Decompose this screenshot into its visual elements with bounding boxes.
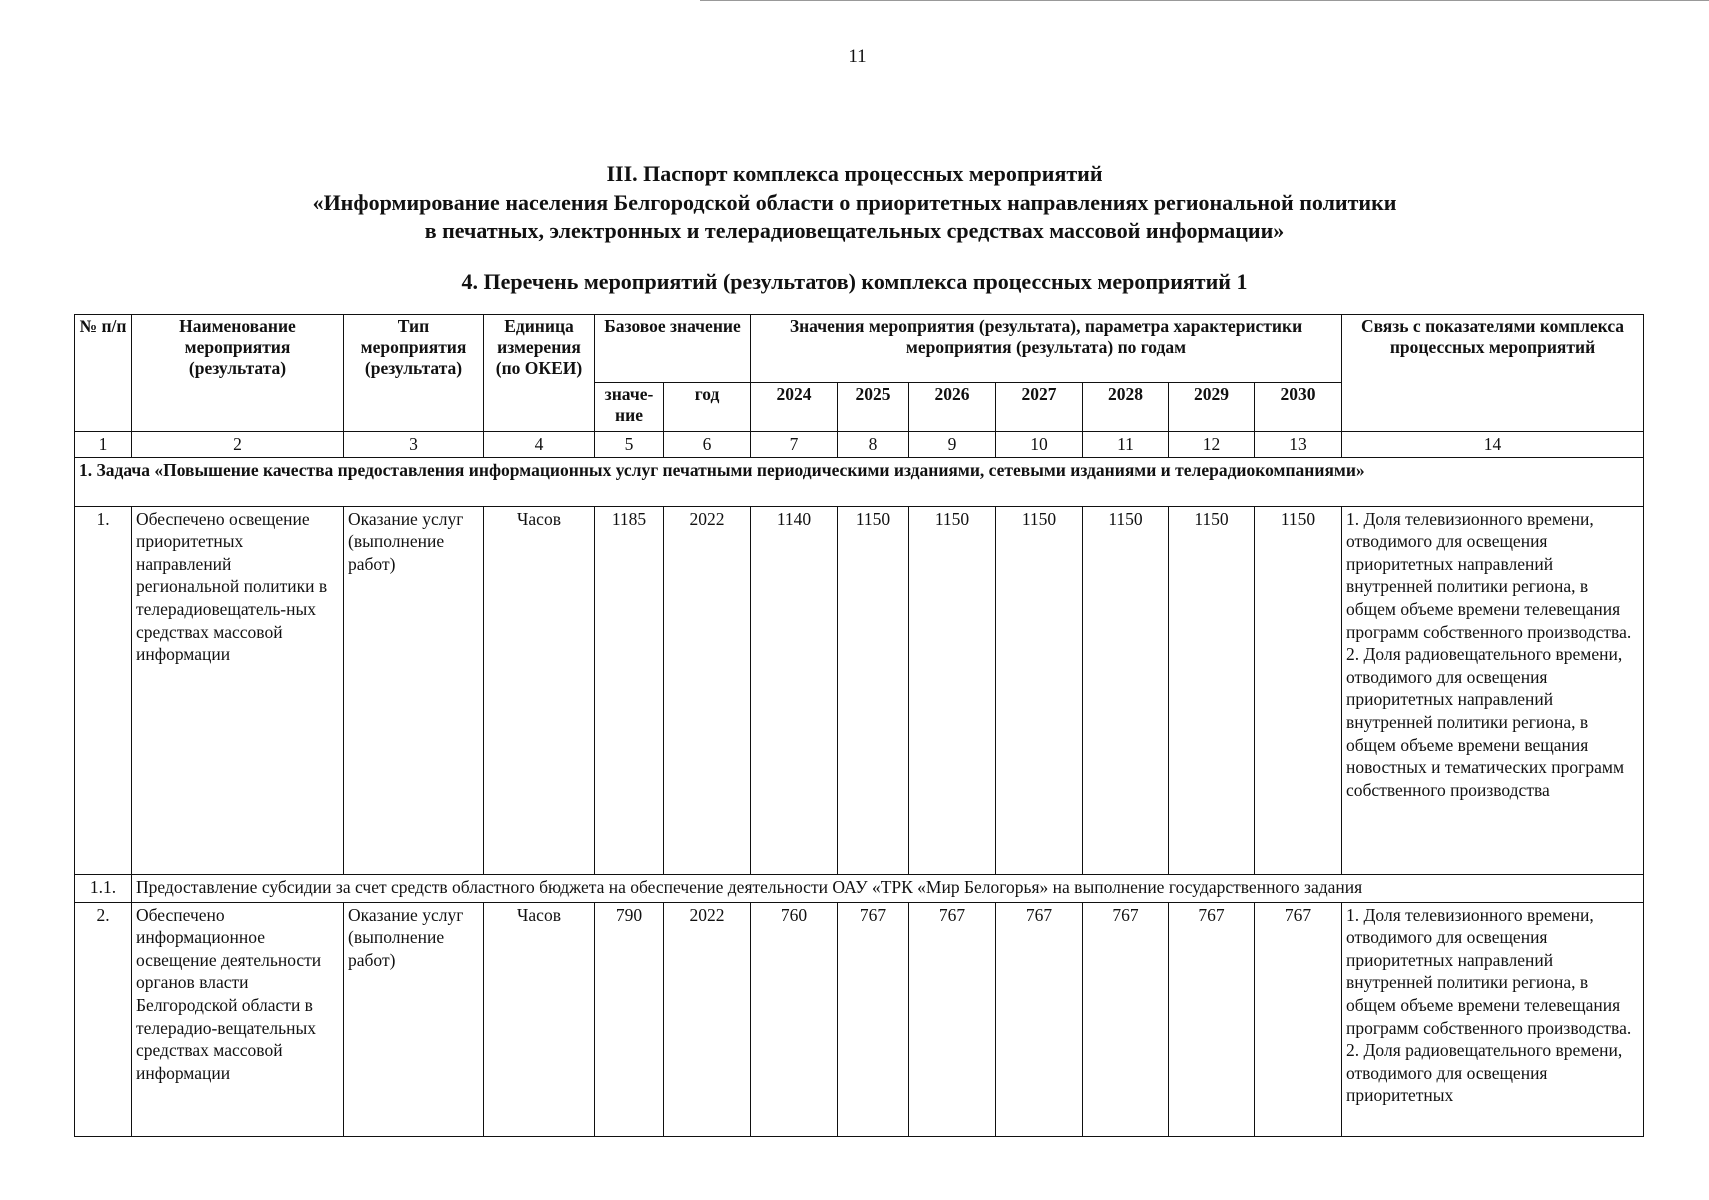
title-line: III. Паспорт комплекса процессных мероприятий [606, 161, 1103, 186]
page-number: 11 [848, 46, 867, 67]
cell-year-value: 767 [1083, 902, 1169, 1136]
top-rule [700, 0, 1709, 1]
cell-year-value: 767 [909, 902, 996, 1136]
header-year: 2025 [838, 383, 909, 432]
cell-year-value: 1150 [909, 506, 996, 874]
header-year: 2028 [1083, 383, 1169, 432]
header-base: Базовое значение [595, 315, 751, 383]
cell-year-value: 760 [751, 902, 838, 1136]
cell-unit: Часов [484, 506, 595, 874]
cell-base-year: 2022 [664, 902, 751, 1136]
column-number: 11 [1083, 432, 1169, 458]
cell-year-value: 1150 [996, 506, 1083, 874]
cell-type: Оказание услуг (выполнение работ) [344, 902, 484, 1136]
header-name: Наименование мероприятия (результата) [132, 315, 344, 432]
header-base-value: значе-ние [595, 383, 664, 432]
column-number: 1 [75, 432, 132, 458]
column-number: 9 [909, 432, 996, 458]
column-number: 12 [1169, 432, 1255, 458]
header-link: Связь с показателями комплекса процессных мероприятий [1342, 315, 1644, 432]
column-number: 14 [1342, 432, 1644, 458]
cell-unit: Часов [484, 902, 595, 1136]
column-number: 13 [1255, 432, 1342, 458]
column-number: 6 [664, 432, 751, 458]
cell-type: Оказание услуг (выполнение работ) [344, 506, 484, 874]
cell-name: Обеспечено информационное освещение деятельности органов власти Белгородской области в телерадио-вещательных средствах массовой информации [132, 902, 344, 1136]
header-year: 2024 [751, 383, 838, 432]
header-values: Значения мероприятия (результата), параметра характеристики мероприятия (результата) по годам [751, 315, 1342, 383]
cell-year-value: 1150 [838, 506, 909, 874]
cell-base-value: 790 [595, 902, 664, 1136]
cell-year-value: 767 [838, 902, 909, 1136]
subtask-num: 1.1. [75, 874, 132, 902]
cell-base-value: 1185 [595, 506, 664, 874]
title-line: «Информирование населения Белгородской области о приоритетных направлениях региональной политики [312, 189, 1397, 215]
cell-year-value: 1150 [1169, 506, 1255, 874]
measures-table [74, 314, 1644, 1137]
cell-year-value: 1150 [1255, 506, 1342, 874]
header-year: 2029 [1169, 383, 1255, 432]
column-number: 2 [132, 432, 344, 458]
column-number: 4 [484, 432, 595, 458]
header-year: 2026 [909, 383, 996, 432]
cell-year-value: 1150 [1083, 506, 1169, 874]
task-row: 1. Задача «Повышение качества предоставления информационных услуг печатными периодическими изданиями, сетевыми изданиями и телерадиокомпаниями» [75, 457, 1644, 506]
title-line: в печатных, электронных и телерадиовещательных средствах массовой информации» [424, 218, 1285, 243]
cell-name: Обеспечено освещение приоритетных направлений региональной политики в телерадиовещатель-ных средствах массовой информации [132, 506, 344, 874]
header-unit: Единица измерения (по ОКЕИ) [484, 315, 595, 432]
column-number: 10 [996, 432, 1083, 458]
header-year: 2030 [1255, 383, 1342, 432]
column-number: 7 [751, 432, 838, 458]
cell-year-value: 767 [996, 902, 1083, 1136]
column-number: 8 [838, 432, 909, 458]
cell-base-year: 2022 [664, 506, 751, 874]
header-num: № п/п [75, 315, 132, 432]
cell-link: 1. Доля телевизионного времени, отводимого для освещения приоритетных направлений внутренней политики региона, в общем объеме времени телевещания программ собственного производства. 2. Доля радиовещательного времени, отводимого для освещения приоритетных направлений внутренней политики региона, в общем объеме времени вещания новостных и тематических программ собственного производства [1342, 506, 1644, 874]
column-number: 5 [595, 432, 664, 458]
cell-year-value: 767 [1255, 902, 1342, 1136]
column-number: 3 [344, 432, 484, 458]
cell-num: 1. [75, 506, 132, 874]
document-title [0, 160, 1709, 246]
cell-year-value: 1140 [751, 506, 838, 874]
section-subtitle: 4. Перечень мероприятий (результатов) комплекса процессных мероприятий 1 [461, 269, 1248, 294]
cell-num: 2. [75, 902, 132, 1136]
cell-year-value: 767 [1169, 902, 1255, 1136]
header-type: Тип мероприятия (результата) [344, 315, 484, 432]
cell-link: 1. Доля телевизионного времени, отводимого для освещения приоритетных направлений внутренней политики региона, в общем объеме времени телевещания программ собственного производства. 2. Доля радиовещательного времени, отводимого для освещения приоритетных [1342, 902, 1644, 1136]
subtask-text: Предоставление субсидии за счет средств областного бюджета на обеспечение деятельности ОАУ «ТРК «Мир Белогорья» на выполнение государственного задания [132, 874, 1644, 902]
header-year: 2027 [996, 383, 1083, 432]
header-base-year: год [664, 383, 751, 432]
